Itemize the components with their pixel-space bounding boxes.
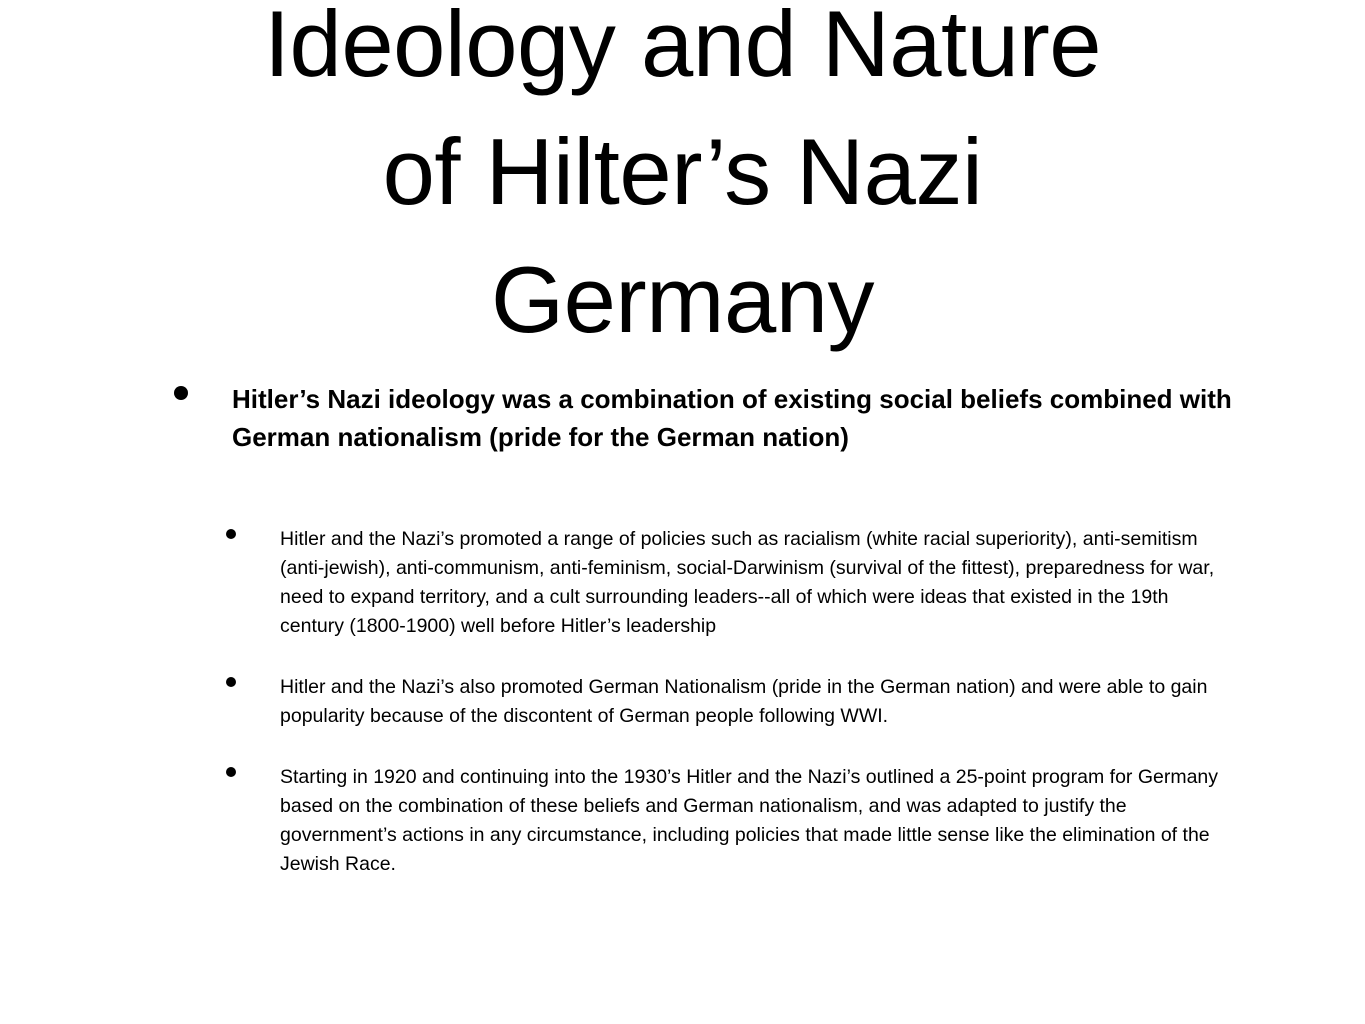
sub-bullet-text: Starting in 1920 and continuing into the 1930’s Hitler and the Nazi’s outlined a 25-point program for Germany based on the combination of these beliefs and German nationalism, and was adapted to justify the government’s actions in any circumstance, including policies that made little sense like the elimination of the Jewish Race. (280, 766, 1219, 875)
bullet-dot-icon (174, 386, 188, 400)
title-line: Ideology and Nature (263, 0, 1102, 96)
bullet-dot-icon (226, 529, 236, 539)
sub-bullet-text: Hitler and the Nazi’s promoted a range of policies such as racialism (white racial superiority), anti-semitism (anti-jewish), anti-communism, anti-feminism, social-Darwinism (survival of the fittest), preparedness for war, need to expand territory, and a cult surrounding leaders--all of which were ideas that existed in the 19th century (1800-1900) well before Hitler’s leadership (280, 528, 1215, 637)
sub-bullet-item (226, 763, 1226, 879)
sub-bullet-list (226, 525, 1226, 911)
main-bullet-text: Hitler’s Nazi ideology was a combination of existing social beliefs combined with German nationalism (pride for the German nation) (232, 384, 1232, 452)
sub-bullet-text: Hitler and the Nazi’s also promoted German Nationalism (pride in the German nation) and were able to gain popularity because of the discontent of German people following WWI. (280, 676, 1208, 727)
title-line: of Hilter’s Nazi (382, 119, 983, 224)
sub-bullet-item (226, 525, 1226, 641)
main-bullet-item (174, 380, 1234, 456)
slide-title (0, 0, 1365, 364)
sub-bullet-item (226, 673, 1226, 731)
title-line: Germany (490, 247, 875, 352)
bullet-dot-icon (226, 677, 236, 687)
bullet-dot-icon (226, 767, 236, 777)
